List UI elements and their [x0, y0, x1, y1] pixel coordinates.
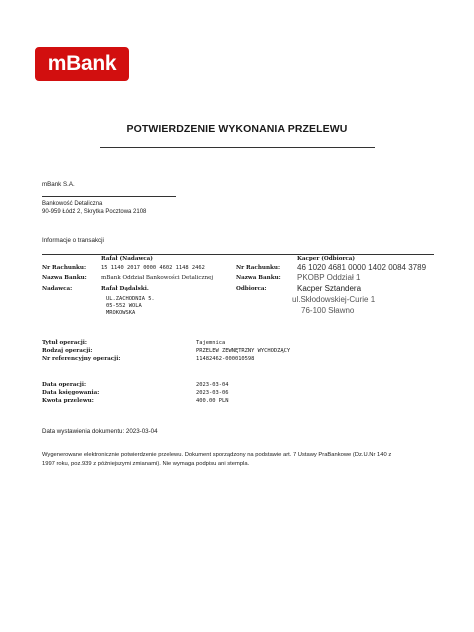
detail-value: 11482462-000010598: [196, 356, 255, 362]
amount-value: 400.00 PLN: [196, 398, 229, 404]
recipient-address-line: ul.Skłodowskiej-Curie 1: [292, 295, 376, 304]
bank-divider: [42, 196, 176, 197]
bank-name: mBank S.A.: [42, 181, 75, 188]
transaction-section-label: Informacje o transakcji: [42, 237, 104, 244]
recipient-account-number: 46 1020 4681 0000 1402 0084 3789: [297, 263, 427, 272]
date-value: 2023-03-04: [196, 382, 229, 388]
date-value: 2023-03-06: [196, 390, 229, 396]
sender-address-line: UL.ZACHODNIA 5.: [106, 296, 155, 302]
recipient-bank-label: Nazwa Banku:: [236, 275, 281, 281]
sender-header: Rafał (Nadawca): [101, 256, 153, 262]
detail-label: Rodzaj operacji:: [42, 348, 93, 354]
title-divider: [100, 147, 375, 148]
detail-value: Tajemnica: [196, 340, 226, 346]
recipient-party-label: Odbiorca:: [236, 286, 267, 292]
issue-date: Data wystawienia dokumentu: 2023-03-04: [42, 428, 158, 435]
recipient-bank-name: PKOBP Oddział 1: [297, 273, 361, 282]
detail-label: Nr referencyjny operacji:: [42, 356, 121, 362]
sender-party-label: Nadawca:: [42, 286, 73, 292]
sender-bank-name: mBank Oddział Bankowości Detalicznej: [101, 275, 214, 281]
date-label: Data księgowania:: [42, 390, 100, 396]
detail-label: Tytuł operacji:: [42, 340, 87, 346]
recipient-header: Kacper (Odbiorca): [297, 256, 356, 262]
transaction-divider: [42, 254, 434, 255]
recipient-address-line: 76-100 Sławno: [301, 306, 355, 315]
detail-value: PRZELEW ZEWNĘTRZNY WYCHODZĄCY: [196, 348, 291, 354]
sender-bank-label: Nazwa Banku:: [42, 275, 87, 281]
sender-address-line: 05-552 WOLA: [106, 303, 142, 310]
amount-label: Kwota przelewu:: [42, 398, 94, 404]
bank-address-line: Bankowość Detaliczna: [42, 201, 103, 207]
footer-note: Wygenerowane elektronicznie potwierdzenie przelewu. Dokument sporządzony na podstawie art. 7 Ustawy PraBankowe (Dz.U.Nr 140 z 1997 roku, poz.939 z późniejszymi zmianami). Nie wymaga podpisu ani stempla.: [42, 452, 392, 467]
recipient-account-label: Nr Rachunku:: [236, 265, 281, 271]
bank-address-line: 90-959 Łódź 2, Skrytka Pocztowa 2108: [42, 209, 147, 215]
recipient-name: Kacper Sztandera: [297, 284, 362, 293]
document-title: POTWIERDZENIE WYKONANIA PRZELEWU: [126, 123, 348, 135]
mbank-logo: mBank: [35, 47, 129, 81]
sender-address-line: MROKOWSKA: [106, 310, 136, 317]
bank-address: [42, 200, 146, 216]
sender-account-label: Nr Rachunku:: [42, 265, 87, 271]
sender-name: Rafał Dądalski.: [101, 286, 149, 292]
date-label: Data operacji:: [42, 382, 87, 388]
sender-account-number: 15 1140 2017 0000 4602 1148 2462: [101, 265, 205, 271]
sender-address: [106, 296, 155, 318]
